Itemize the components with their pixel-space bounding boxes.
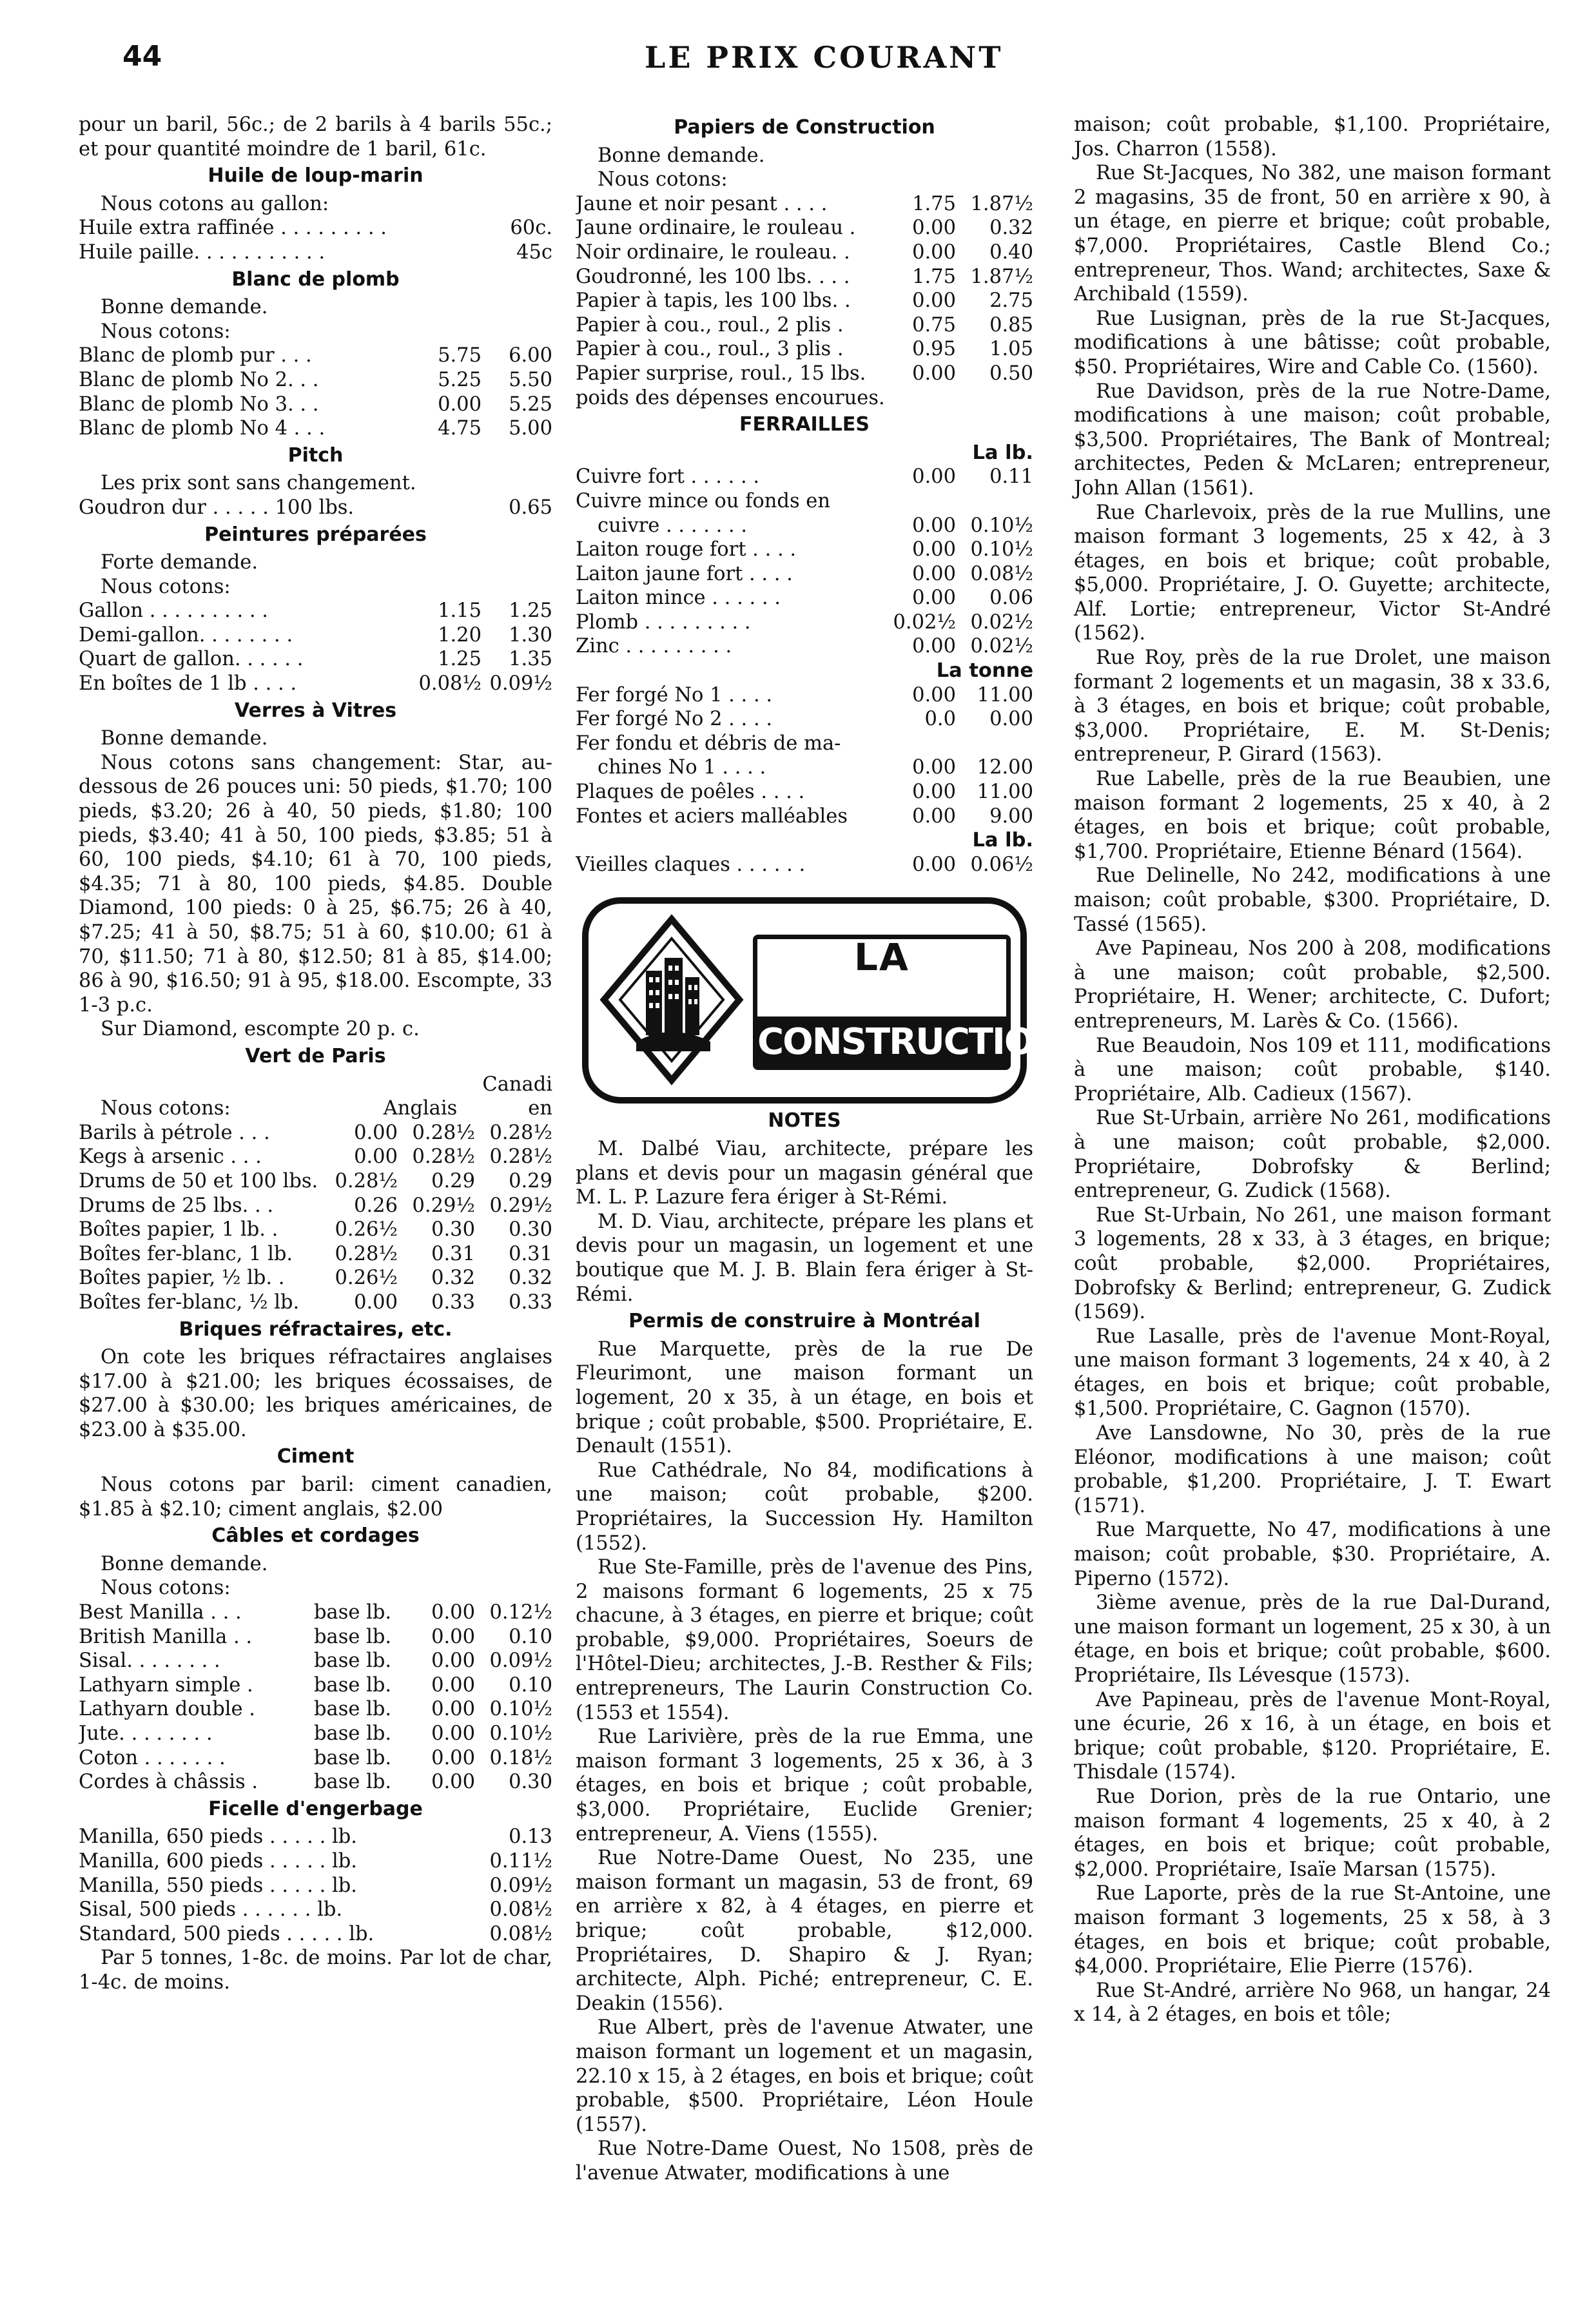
note-paragraph: M. Dalbé Viau, architecte, prépare les plans et devis pour un magasin général que M. L. P. Lazure fera ériger à St-Rémi. [576,1138,1033,1209]
price-row: Huile paille. . . . . . . . . . . 45c [79,240,552,264]
price-row: Best Manilla . . . base lb. 0.00 0.12½ [79,1601,552,1624]
ferrailles-table-2 [576,683,1033,829]
price-row: Drums de 50 et 100 lbs. 0.28½ 0.29 0.29 [79,1169,552,1192]
price-row: Jaune et noir pesant . . . . 1.75 1.87½ [576,192,1033,215]
peintures-table [79,599,552,695]
price-row: Huile extra raffinée . . . . . . . . . 60c. [79,217,552,240]
section-heading-blanc: Blanc de plomb [231,267,400,291]
permit-entry: Rue Lasalle, près de l'avenue Mont-Royal, une maison formant 3 logements, 24 x 40, à 2 étages, en bois et brique; coût probable, $1,500. Propriétaire, C. Gagnon (1570). [1074,1325,1551,1421]
verres-escompte: Sur Diamond, escompte 20 p. c. [101,1018,420,1041]
price-row: Blanc de plomb No 4 . . . 4.75 5.00 [79,417,552,440]
cables-cotons: Nous cotons: [101,1577,231,1600]
ferrailles-table-1 [576,465,1033,659]
price-row: Fer forgé No 1 . . . . 0.00 11.00 [576,683,1033,706]
permit-entry: Ave Lansdowne, No 30, près de la rue Eléonor, modifications à une maison; coût probable, $1,200. Propriétaire, J. T. Ewart (1571). [1074,1422,1551,1517]
price-row: Barils à pétrole . . . 0.00 0.28½ 0.28½ [79,1121,552,1144]
permit-entry: Rue St-Urbain, No 261, une maison formant 3 logements, 28 x 33, à 3 étages, en brique; coût probable, $2,000. Propriétaires, Dobrofsky & Berlind; entrepreneur, G. Zudick (1569). [1074,1203,1551,1324]
permit-entry: Rue Marquette, No 47, modifications à une maison; coût probable, $30. Propriétaire, A. Piperno (1572). [1074,1519,1551,1590]
section-heading-notes: NOTES [768,1109,841,1133]
section-heading-verres: Verres à Vitres [234,699,397,722]
price-row: Lathyarn double . base lb. 0.00 0.10½ [79,1698,552,1721]
price-row: Plaques de poêles . . . . 0.00 11.00 [576,781,1033,804]
section-heading-huile: Huile de loup-marin [208,164,423,188]
section-heading-ferrailles: FERRAILLES [739,413,870,436]
price-row: Papier à tapis, les 100 lbs. . 0.00 2.75 [576,289,1033,313]
permit-entry: Rue Labelle, près de la rue Beaubien, une maison formant 2 logements, 25 x 40, à 2 étages, en bois et brique; coût probable, $1,700. Propriétaire, Etienne Bénard (1564). [1074,768,1551,863]
price-row: Noir ordinaire, le rouleau. . 0.00 0.40 [576,240,1033,264]
permit-entry: Rue St-Jacques, No 382, une maison formant 2 magasins, 35 de front, 50 en arrière x 90, à un étage, en pierre et brique; coût probable, $7,000. Propriétaires, Castle Blend Co.; entrepreneur, Thos. Wand; architectes, Saxe & Archibald (1559). [1074,162,1551,306]
price-row: Boîtes fer-blanc, 1 lb. 0.28½ 0.31 0.31 [79,1242,552,1265]
price-row: Boîtes papier, 1 lb. . 0.26½ 0.30 0.30 [79,1218,552,1241]
papiers-table [576,192,1033,386]
price-row: Cuivre fort . . . . . . 0.00 0.11 [576,465,1033,489]
price-row: Laiton jaune fort . . . . 0.00 0.08½ [576,562,1033,585]
price-row: Goudron dur . . . . . 100 lbs. 0.65 [79,496,552,519]
peintures-demand: Forte demande. [101,551,258,574]
permit-entry: 3ième avenue, près de la rue Dal-Durand, une maison formant un logement, 25 x 30, à un étage, en bois et brique; coût probable, $600. Propriétaire, Ils Lévesque (1573). [1074,1591,1551,1687]
vert-col-header: Nous cotons: Anglais Canadien [101,1073,552,1120]
papiers-note: poids des dépenses encourues. [576,386,885,409]
price-row: Laiton mince . . . . . . 0.00 0.06 [576,587,1033,610]
pitch-note: Les prix sont sans changement. [101,472,416,495]
price-row: Sisal, 500 pieds . . . . . . lb. 0.08½ [79,1898,552,1921]
blanc-cotons: Nous cotons: [101,320,231,343]
price-row: Jute. . . . . . . . base lb. 0.00 0.10½ [79,1722,552,1745]
price-row: Cuivre mince ou fonds en [576,489,830,512]
price-row: Fer forgé No 2 . . . . 0.0 0.00 [576,708,1033,731]
cables-demand: Bonne demande. [101,1552,268,1575]
price-row: Boîtes papier, ½ lb. . 0.26½ 0.32 0.32 [79,1267,552,1290]
logo-la: LA [854,935,910,980]
section-heading-ficelle: Ficelle d'engerbage [208,1797,423,1820]
permit-entry: maison; coût probable, $1,100. Propriétaire, Jos. Charron (1558). [1074,113,1551,160]
ficelle-note: Par 5 tonnes, 1-8c. de moins. Par lot de char, 1-4c. de moins. [79,1947,552,1994]
section-heading-peintures: Peintures préparées [204,523,427,546]
price-row: chines No 1 . . . . 0.00 12.00 [598,756,1033,779]
price-row: Manilla, 650 pieds . . . . . lb. 0.13 [79,1825,552,1849]
permit-entry: Rue Marquette, près de la rue De Fleurimont, une maison formant un logement, 20 x 35, à un étage, en bois et brique ; coût probable, $500. Propriétaire, E. Denault (1551). [576,1337,1033,1458]
section-heading-cables: Câbles et cordages [211,1524,420,1548]
intro-paragraph: pour un baril, 56c.; de 2 barils à 4 barils 55c.; et pour quantité moindre de 1 baril, 61c. [79,113,552,160]
price-row: Papier surprise, roul., 15 lbs. 0.00 0.50 [576,362,1033,385]
vert-table [79,1121,552,1315]
price-row: cuivre . . . . . . . 0.00 0.10½ [598,514,1033,537]
permit-entry: Rue Lusignan, près de la rue St-Jacques, modifications à une bâtisse; coût probable, $50. Propriétaires, Wire and Cable Co. (1560). [1074,307,1551,378]
permit-entry: Rue St-Urbain, arrière No 261, modifications à une maison; coût probable, $2,000. Propriétaire, Dobrofsky & Berlind; entrepreneur, G. Zudick (1568). [1074,1107,1551,1203]
verres-paragraph: Nous cotons sans changement: Star, au-dessous de 26 pouces uni: 50 pieds, $1.70; 100 pieds, $3.20; 26 à 40, 50 pieds, $1.80; 100 pieds, $3.40; 41 à 50, 100 pieds, $3.85; 51 à 60, 100 pieds, $4.10; 61 à 70, 100 pieds, $4.35; 71 à 80, 100 pieds, $4.85. Double Diamond, 100 pieds: 0 à 25, $6.75; 26 à 40, $7.25; 41 à 50, $8.75; 51 à 60, $10.00; 61 à 70, $11.50; 71 à 80, $12.50; 81 à 85, $14.00; 86 à 90, $16.50; 91 à 95, $18.00. Escompte, 33 1-3 p.c. [79,751,552,1016]
permit-entry: Ave Papineau, près de l'avenue Mont-Royal, une écurie, 26 x 16, à un étage, en bois et brique; coût probable, $120. Propriétaire, E. Thisdale (1574). [1074,1688,1551,1784]
la-construction-logo [582,897,1063,1104]
price-row: Papier à cou., roul., 3 plis . 0.95 1.05 [576,338,1033,361]
price-row: Blanc de plomb pur . . . 5.75 6.00 [79,344,552,367]
page-number: 44 [122,40,162,73]
price-row: Demi-gallon. . . . . . . . 1.20 1.30 [79,623,552,647]
column-2 [576,113,1063,2186]
price-row: British Manilla . . base lb. 0.00 0.10 [79,1625,552,1648]
permit-entry: Rue Dorion, près de la rue Ontario, une maison formant 4 logements, 25 x 40, à 2 étages, en bois et brique; coût probable, $2,000. Propriétaire, Isaïe Marsan (1575). [1074,1785,1551,1881]
note-paragraph: M. D. Viau, architecte, prépare les plans et devis pour un magasin, un logement et une boutique que M. J. B. Blain fera ériger à St-Rémi. [576,1210,1033,1306]
permit-entry: Rue Charlevoix, près de la rue Mullins, une maison formant 3 logements, 25 x 42, à 3 étages, en bois et brique; coût probable, $5,000. Propriétaire, J. O. Guyette; architecte, Alf. Lortie; entrepreneur, Victor St-André (1562). [1074,501,1551,645]
blanc-demand: Bonne demande. [101,296,268,319]
logo-construction: CONSTRUCTION [757,1016,1006,1068]
price-row: Manilla, 550 pieds . . . . . lb. 0.09½ [79,1874,552,1897]
unit-label: La lb. [972,829,1033,852]
price-row: En boîtes de 1 lb . . . . 0.08½ 0.09½ [79,672,552,695]
section-heading-permis: Permis de construire à Montréal [628,1310,980,1333]
permit-entry: Rue Roy, près de la rue Drolet, une maison formant 2 logements et un magasin, 38 x 33.6, à 3 étages, en bois et brique; coût probable, $3,000. Propriétaire, E. M. St-Denis; entrepreneur, P. Girard (1563). [1074,647,1551,766]
section-heading-pitch: Pitch [287,443,344,467]
price-row: Standard, 500 pieds . . . . . lb. 0.08½ [79,1922,552,1945]
price-row: Boîtes fer-blanc, ½ lb. 0.00 0.33 0.33 [79,1290,552,1314]
unit-label: La lb. [972,441,1033,464]
section-heading-briques: Briques réfractaires, etc. [179,1318,453,1341]
permit-entry: Rue St-André, arrière No 968, un hangar, 24 x 14, à 2 étages, en bois et tôle; [1074,1979,1551,2027]
permit-entry: Rue Beaudoin, Nos 109 et 111, modifications à une maison; coût probable, $140. Propriétaire, Alb. Cadieux (1567). [1074,1034,1551,1105]
section-heading-vert: Vert de Paris [245,1044,386,1067]
verres-demand: Bonne demande. [101,727,268,750]
price-row: Fontes et aciers malléables 0.00 9.00 [576,804,1033,828]
price-row: Fer fondu et débris de ma- [576,732,841,755]
permit-entry: Rue Davidson, près de la rue Notre-Dame, modifications à une maison; coût probable, $3,500. Propriétaires, The Bank of Montreal; architectes, Peden & McLaren; entrepreneur, John Allan (1561). [1074,380,1551,500]
price-row: Gallon . . . . . . . . . . 1.15 1.25 [79,599,552,623]
ficelle-table [79,1825,552,1946]
price-row: Manilla, 600 pieds . . . . . lb. 0.11½ [79,1849,552,1872]
price-row: Jaune ordinaire, le rouleau . 0.00 0.32 [576,217,1033,240]
price-row: Kegs à arsenic . . . 0.00 0.28½ 0.28½ [79,1145,552,1169]
permit-entry: Ave Papineau, Nos 200 à 208, modifications à une maison; coût probable, $2,500. Propriétaire, H. Wener; architecte, C. Dufort; entrepreneurs, M. Larès & Co. (1566). [1074,937,1551,1033]
permit-entry: Rue Delinelle, No 242, modifications à une maison; coût probable, $300. Propriétaire, D. Tassé (1565). [1074,864,1551,936]
building-emblem-icon [598,913,746,1087]
price-row: Drums de 25 lbs. . . 0.26 0.29½ 0.29½ [79,1194,552,1217]
section-heading-papiers: Papiers de Construction [674,116,935,139]
huile-table [79,216,552,264]
papiers-cotons: Nous cotons: [598,168,728,191]
blanc-table [79,344,552,440]
price-row: Cordes à châssis . base lb. 0.00 0.30 [79,1771,552,1794]
column-1 [79,113,552,1995]
permit-entry: Rue Notre-Dame Ouest, No 235, une maison formant un magasin, 53 de front, 69 en arrière x 82, à 4 étages, en pierre et brique; coût probable, $12,000. Propriétaires, D. Shapiro & J. Ryan; architecte, Alph. Piché; entrepreneur, C. E. Deakin (1556). [576,1847,1033,2015]
price-row: Lathyarn simple . base lb. 0.00 0.10 [79,1673,552,1697]
briques-paragraph: On cote les briques réfractaires anglaises $17.00 à $21.00; les briques écossaises, de $27.00 à $30.00; les briques américaines, de $23.00 à $35.00. [79,1346,552,1441]
logo-wordmark [753,935,1063,1070]
price-row: Coton . . . . . . . base lb. 0.00 0.18½ [79,1746,552,1769]
papiers-demand: Bonne demande. [598,144,765,167]
peintures-cotons: Nous cotons: [101,575,231,598]
price-row: Zinc . . . . . . . . . 0.00 0.02½ [576,635,1033,658]
price-row: Sisal. . . . . . . . base lb. 0.00 0.09½ [79,1649,552,1673]
price-row: Laiton rouge fort . . . . 0.00 0.10½ [576,538,1033,561]
permit-entry: Rue Ste-Famille, près de l'avenue des Pins, 2 maisons formant 6 logements, 25 x 75 chacune, à 3 étages, en pierre et brique; coût probable, $9,000. Propriétaires, Soeurs de l'Hôtel-Dieu; architectes, J.-B. Resther & Fils; entrepreneurs, The Laurin Construction Co. (1553 et 1554). [576,1556,1033,1724]
permit-entry: Rue Larivière, près de la rue Emma, une maison formant 3 logements, 25 x 36, à 3 étages, en bois et brique ; coût probable, $3,000. Propriétaire, Euclide Grenier; entrepreneur, A. Viens (1555). [576,1726,1033,1845]
cables-table [79,1600,552,1794]
price-row: Plomb . . . . . . . . . 0.02½ 0.02½ [576,610,1033,634]
permit-entry: Rue Albert, près de l'avenue Atwater, une maison formant un logement et un magasin, 22.10 x 15, à 2 étages, en bois et brique; coût probable, $500. Propriétaire, Léon Houle (1557). [576,2016,1033,2136]
permit-entry: Rue Laporte, près de la rue St-Antoine, une maison formant 3 logements, 25 x 58, à 3 étages, en bois et brique; coût probable, $4,000. Propriétaire, Elie Pierre (1576). [1074,1882,1551,1978]
unit-label: La tonne [936,659,1033,683]
section-heading-ciment: Ciment [277,1445,355,1468]
ciment-paragraph: Nous cotons par baril: ciment canadien, $1.85 à $2.10; ciment anglais, $2.00 [79,1473,552,1521]
page-header [0,40,1596,85]
price-row: Blanc de plomb No 2. . . 5.25 5.50 [79,368,552,391]
price-row: Quart de gallon. . . . . . 1.25 1.35 [79,648,552,671]
permit-entry: Rue Cathédrale, No 84, modifications à une maison; coût probable, $200. Propriétaires, la Succession Hy. Hamilton (1552). [576,1459,1033,1555]
price-row: Goudronné, les 100 lbs. . . . 1.75 1.87½ [576,265,1033,288]
journal-title: LE PRIX COURANT [645,40,1004,75]
price-row: Blanc de plomb No 3. . . 0.00 5.25 [79,393,552,416]
permit-entry: Rue Notre-Dame Ouest, No 1508, près de l'avenue Atwater, modifications à une [576,2137,1033,2184]
huile-subheading: Nous cotons au gallon: [101,192,329,215]
price-row: Vieilles claques . . . . . . 0.00 0.06½ [576,853,1033,876]
column-3 [1074,113,1551,2027]
price-row: Papier à cou., roul., 2 plis . 0.75 0.85 [576,313,1033,336]
